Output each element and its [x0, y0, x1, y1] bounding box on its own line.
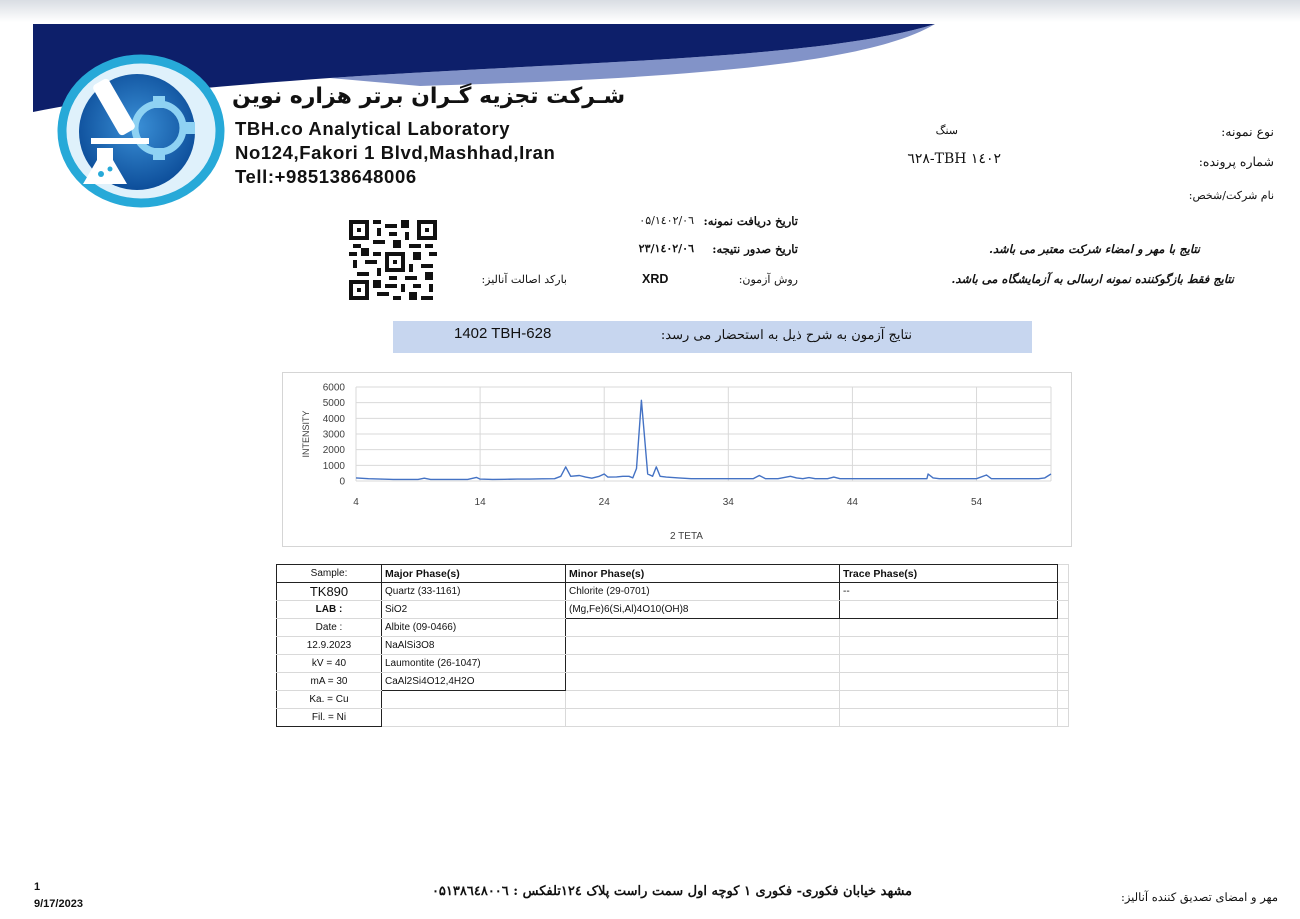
table-cell [840, 619, 1058, 637]
x-tick-label: 24 [598, 497, 610, 508]
x-tick-label: 4 [353, 497, 359, 508]
signature-label: مهر و امضای تصدیق کننده آنالیز: [1120, 890, 1278, 904]
company-tel: Tell:+985138648006 [235, 166, 417, 187]
y-axis-label: INTENSITY [301, 410, 311, 458]
table-row [277, 709, 1069, 727]
table-cell [840, 709, 1058, 727]
test-method-label: روش آزمون: [738, 273, 798, 286]
table-cell [1058, 601, 1069, 619]
issued-date-label: تاریخ صدور نتیجه: [712, 242, 798, 256]
y-tick-label: 0 [339, 476, 345, 488]
note-stamp-validity: نتایج با مهر و امضاء شرکت معتبر می باشد. [989, 242, 1200, 256]
table-header-row [277, 565, 1069, 583]
x-tick-label: 44 [846, 497, 858, 508]
table-cell [566, 673, 840, 691]
table-cell [1058, 619, 1069, 637]
sample-cell: Fil. = Ni [277, 709, 382, 727]
header-sample: Sample: [277, 565, 382, 583]
table-cell [840, 655, 1058, 673]
y-tick-label: 1000 [322, 460, 345, 472]
sample-cell: Ka. = Cu [277, 691, 382, 709]
table-cell [566, 619, 840, 637]
xrd-chart [283, 373, 1071, 546]
table-row [277, 655, 1069, 673]
issued-date-value: ۱٤۰۲/۰٦/۲۳ [638, 242, 694, 255]
received-date-value: ۱٤۰۲/۰٦/۰۵ [639, 214, 694, 227]
y-tick-label: 2000 [322, 445, 345, 457]
table-cell [1058, 637, 1069, 655]
sample-cell: 12.9.2023 [277, 637, 382, 655]
print-date: 9/17/2023 [34, 898, 83, 910]
x-axis-label: 2 TETA [670, 531, 703, 542]
table-cell [1058, 583, 1069, 601]
company-address-en: No124,Fakori 1 Blvd,Mashhad,Iran [235, 142, 556, 163]
table-cell [840, 637, 1058, 655]
trace-cell: -- [840, 583, 1058, 601]
major-cell: Albite (09-0466) [382, 619, 566, 637]
header-major: Major Phase(s) [382, 565, 566, 583]
test-method-value: XRD [642, 272, 669, 286]
file-number-value: ۱٤۰۲ TBH-٦۲۸ [907, 151, 1001, 167]
minor-cell: Chlorite (29-0701) [566, 583, 840, 601]
file-number-label: شماره پرونده: [1198, 154, 1274, 169]
header-trace: Trace Phase(s) [840, 565, 1058, 583]
table-cell [840, 601, 1058, 619]
table-row [277, 601, 1069, 619]
minor-cell: (Mg,Fe)6(Si,Al)4O10(OH)8 [566, 601, 840, 619]
table-cell [382, 709, 566, 727]
table-cell [1058, 673, 1069, 691]
table-cell [1058, 709, 1069, 727]
received-date-label: تاریخ دریافت نمونه: [703, 214, 798, 228]
footer-address: مشهد خیابان فکوری- فکوری ۱ کوچه اول سمت راست پلاک ۱۲٤تلفکس : ۰۵۱۳۸٦٤۸۰۰٦ [431, 884, 912, 899]
major-cell: Laumontite (26-1047) [382, 655, 566, 673]
banner-code: 1402 TBH-628 [454, 325, 552, 342]
table-row [277, 619, 1069, 637]
company-person-label: نام شرکت/شخص: [1188, 189, 1274, 202]
major-cell: SiO2 [382, 601, 566, 619]
y-tick-label: 5000 [322, 398, 345, 410]
x-tick-label: 54 [970, 497, 983, 508]
y-tick-label: 4000 [322, 413, 345, 425]
company-details-en [235, 117, 555, 189]
table-cell [840, 691, 1058, 709]
sample-cell: mA = 30 [277, 673, 382, 691]
table-cell [566, 655, 840, 673]
table-row [277, 637, 1069, 655]
table-cell [1058, 655, 1069, 673]
table-cell [1058, 565, 1069, 583]
banner-text: نتایج آزمون به شرح ذیل به استحضار می رسد: [660, 328, 912, 343]
note-sample-only: نتایج فقط بازگوکننده نمونه ارسالی به آزمایشگاه می باشد. [951, 272, 1234, 286]
table-cell [1058, 691, 1069, 709]
major-cell: CaAl2Si4O12,4H2O [382, 673, 566, 691]
company-name-en: TBH.co Analytical Laboratory [235, 118, 511, 139]
series-line [356, 400, 1051, 479]
sample-type-label: نوع نمونه: [1221, 124, 1274, 139]
table-cell [382, 691, 566, 709]
sample-cell: Date : [277, 619, 382, 637]
header-minor: Minor Phase(s) [566, 565, 840, 583]
sample-cell: kV = 40 [277, 655, 382, 673]
table-cell [566, 709, 840, 727]
results-table [276, 564, 1069, 727]
company-name-fa: شـرکت تجزیه گـران برتر هزاره نوین [232, 84, 626, 109]
y-tick-label: 6000 [322, 382, 345, 394]
xrd-chart-frame [282, 372, 1072, 547]
major-cell: NaAlSi3O8 [382, 637, 566, 655]
company-logo [55, 52, 227, 208]
sample-cell: LAB : [277, 601, 382, 619]
table-row [277, 673, 1069, 691]
barcode-label: بارکد اصالت آنالیز: [481, 273, 567, 286]
table-cell [566, 691, 840, 709]
page-number: 1 [34, 881, 41, 893]
x-tick-label: 34 [722, 497, 734, 508]
results-banner [393, 321, 1032, 353]
sample-cell: TK890 [277, 583, 382, 601]
table-row [277, 583, 1069, 601]
y-tick-label: 3000 [322, 429, 345, 441]
table-cell [840, 673, 1058, 691]
x-tick-label: 14 [474, 497, 486, 508]
table-row [277, 691, 1069, 709]
qr-code [349, 220, 437, 300]
major-cell: Quartz (33-1161) [382, 583, 566, 601]
table-cell [566, 637, 840, 655]
sample-type-value: سنگ [935, 124, 958, 137]
